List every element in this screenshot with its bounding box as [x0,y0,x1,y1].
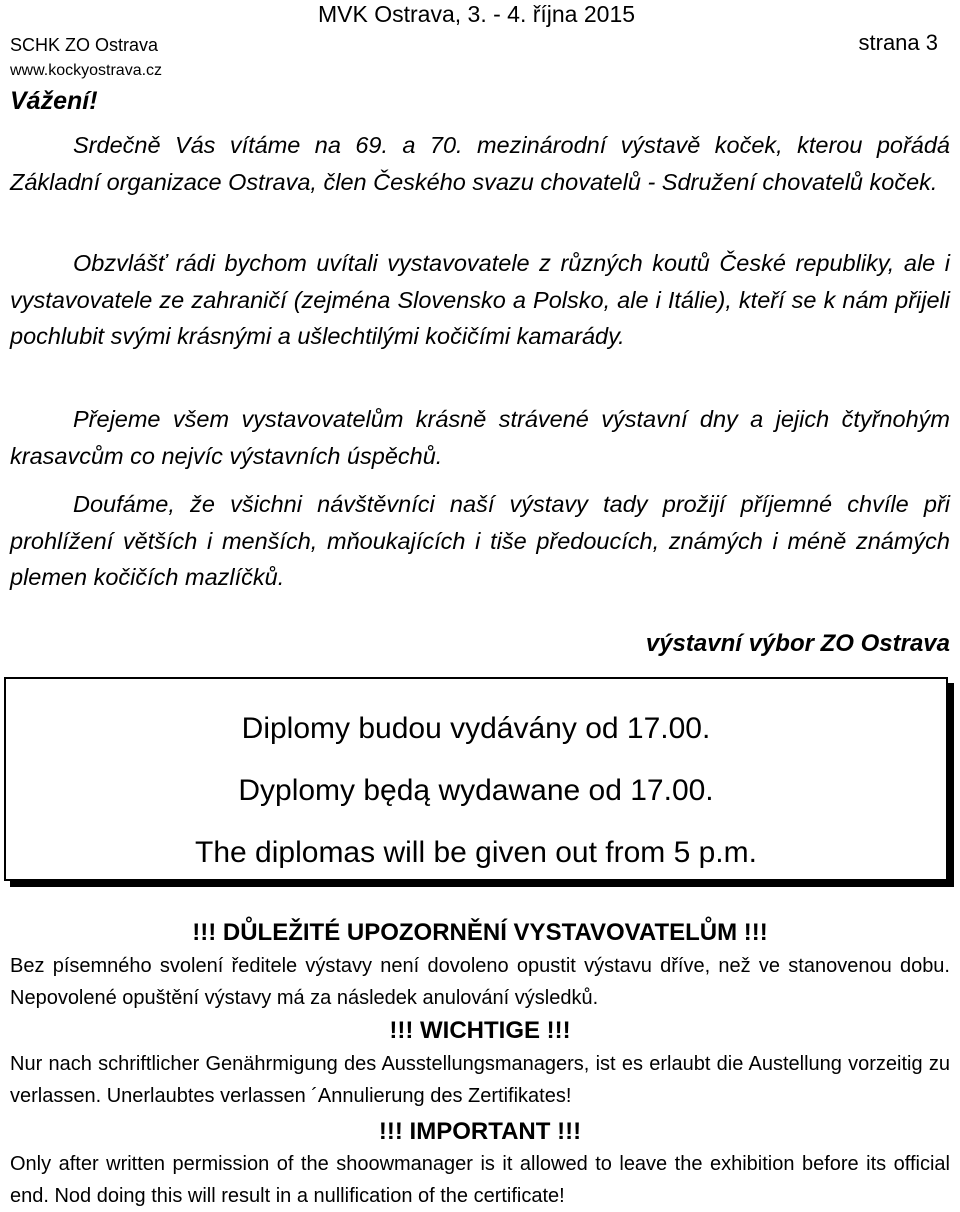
warning-text-czech: Bez písemného svolení ředitele výstavy není dovoleno opustit výstavu dříve, než ve stanovenou dobu. Nepovolené opuštění výstavy má za následek anulování výsledků. [10,955,950,1009]
signature: výstavní výbor ZO Ostrava [645,630,950,657]
diploma-czech: Diplomy budou vydávány od 17.00. [241,712,711,745]
warning-title-german: !!! WICHTIGE !!! [389,1017,571,1044]
warning-text-german: Nur nach schriftlicher Genährmigung des Ausstellungsmanagers, ist es erlaubt die Austellung vorzeitig zu verlassen. Unerlaubtes verlassen ´Annulierung des Zertifikates! [10,1053,950,1107]
website-url: www.kockyostrava.cz [10,62,163,79]
greeting: Vážení! [10,87,98,115]
warning-title-english: !!! IMPORTANT !!! [378,1118,582,1145]
warning-title-czech: !!! DŮLEŽITÉ UPOZORNĚNÍ VYSTAVOVATELŮM !!! [192,919,768,946]
organization-name: SCHK ZO Ostrava [10,35,159,55]
page-number: strana 3 [858,30,938,55]
event-header: MVK Ostrava, 3. - 4. října 2015 [318,1,636,27]
exhibitors-paragraph: Obzvlášť rádi bychom uvítali vystavovatele z různých koutů České republiky, ale i vystavovatele ze zahraničí (zejména Slovensko a Polsko, ale i Itálie), kteří se k nám přijeli pochlubit svými krásnými a ušlechtilými kočičími kamarády. [10,250,950,349]
diploma-english: The diplomas will be given out from 5 p.m. [195,836,757,869]
diploma-polish: Dyplomy będą wydawane od 17.00. [238,774,714,807]
visitors-paragraph: Doufáme, že všichni návštěvníci naší výstavy tady prožijí příjemné chvíle při prohlížení větších i menších, mňoukajících i tiše předoucích, známých i méně známých plemen kočičích mazlíčků. [10,491,950,590]
welcome-paragraph: Srdečně Vás vítáme na 69. a 70. mezinárodní výstavě koček, kterou pořádá Základní organizace Ostrava, člen Českého svazu chovatelů - Sdružení chovatelů koček. [10,132,950,195]
wishes-paragraph: Přejeme všem vystavovatelům krásně strávené výstavní dny a jejich čtyřnohým krasavcům co nejvíc výstavních úspěchů. [10,406,950,469]
diploma-notice-box [4,677,948,881]
warning-text-english: Only after written permission of the shoowmanager is it allowed to leave the exhibition before its official end. Nod doing this will result in a nullification of the certificate! [10,1153,950,1207]
